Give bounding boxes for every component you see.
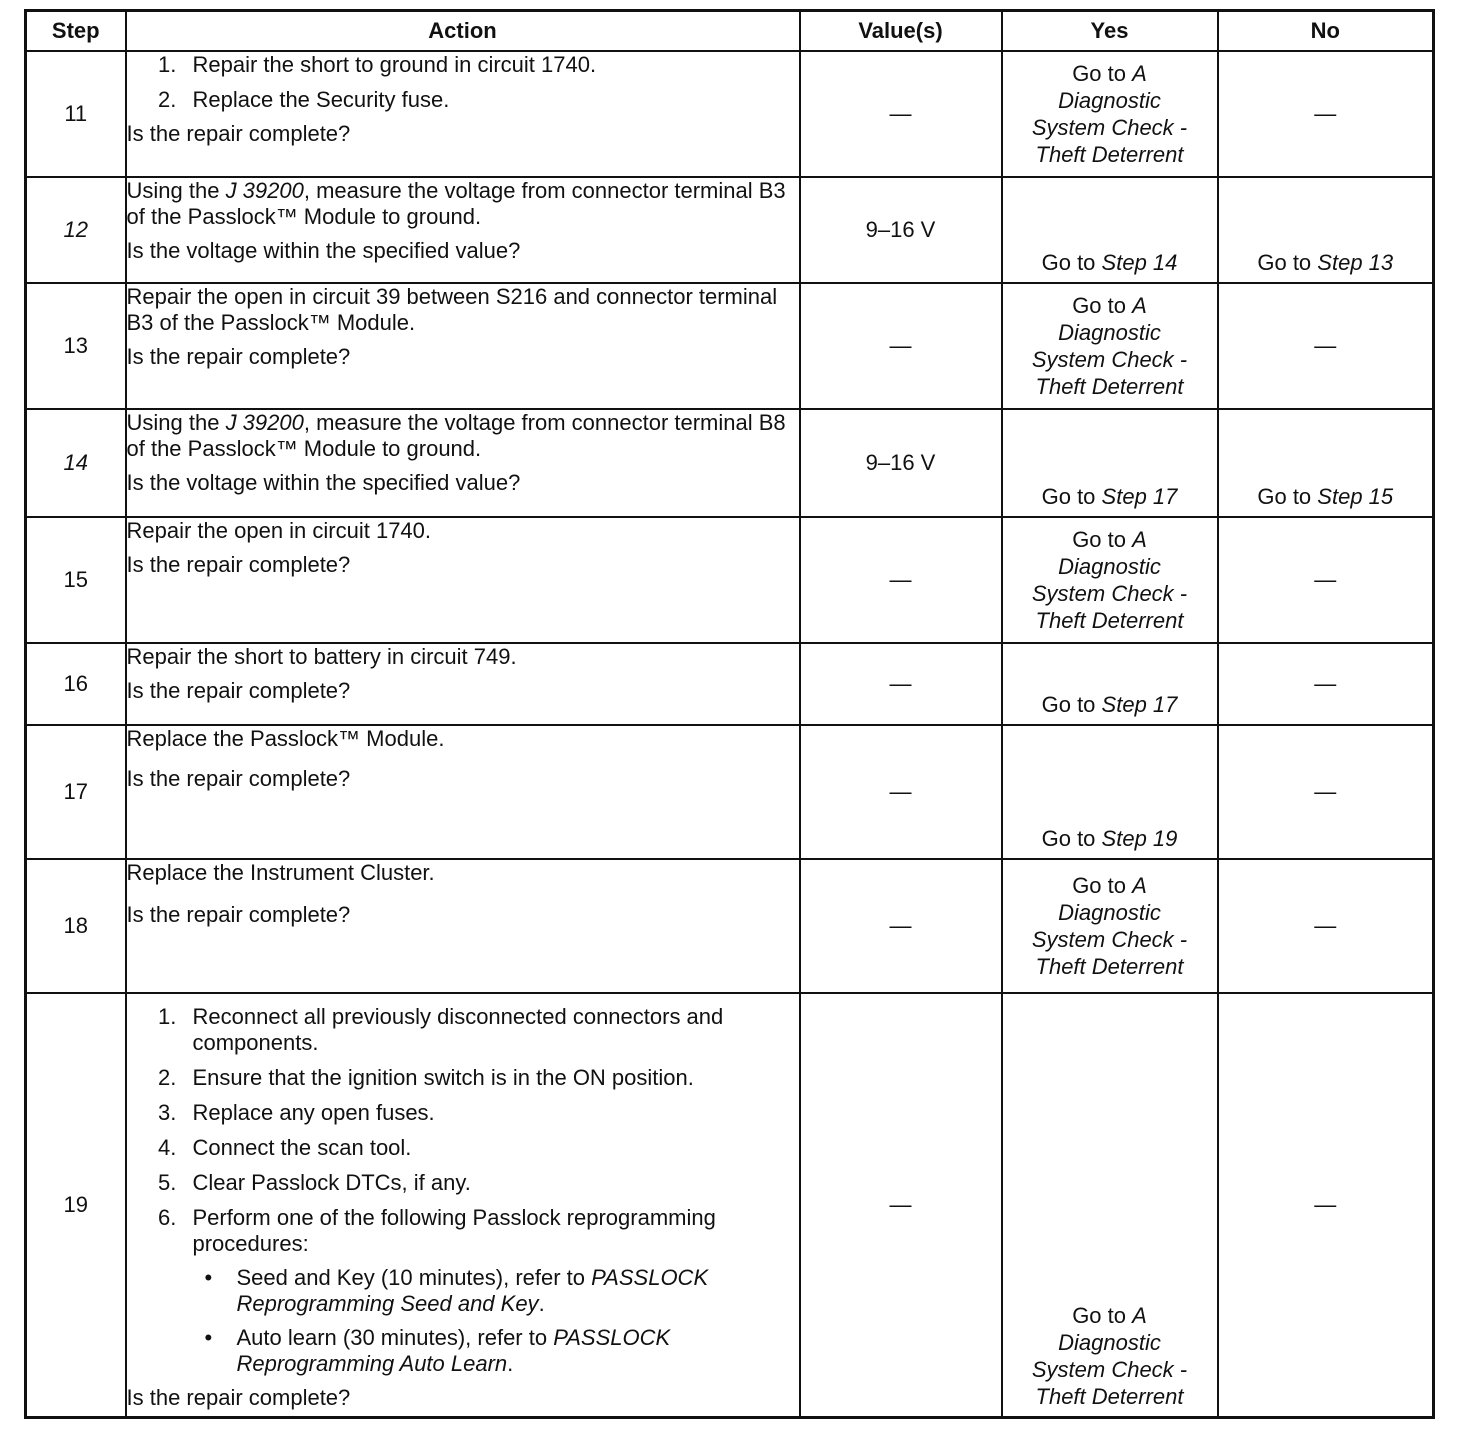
no-cell: — (1218, 517, 1434, 643)
header-yes: Yes (1002, 11, 1218, 52)
value-cell: — (800, 859, 1002, 993)
diag-check-link[interactable]: Go to A Diagnostic System Check - Theft Deterrent (1031, 873, 1188, 979)
action-text: Repair the open in circuit 1740. (126, 518, 432, 543)
step-row-11 (26, 51, 1434, 177)
diag-check-link[interactable]: Go to A Diagnostic System Check - Theft Deterrent (1031, 527, 1188, 633)
value-cell: 9–16 V (800, 177, 1002, 283)
diag-check-link[interactable]: Go to A Diagnostic System Check - Theft Deterrent (1031, 1302, 1188, 1409)
diag-check-link[interactable]: Go to A Diagnostic System Check - Theft Deterrent (1031, 61, 1188, 167)
action-item: 5. Clear Passlock DTCs, if any. (183, 1170, 799, 1196)
no-cell (1218, 409, 1434, 517)
action-question: Is the repair complete? (126, 902, 351, 927)
action-item: 6. Perform one of the following Passlock reprogramming procedures: • Seed and Key (10 minutes), refer to PASSLOCK Reprogramming Seed and Key. • Auto learn (30 minutes), refer to PASSLOCK Reprogramming Auto Learn. (183, 1205, 799, 1377)
action-cell (126, 177, 800, 283)
goto-step-link[interactable]: Go to Step 17 (1041, 692, 1178, 717)
action-text: Using the J 39200, measure the voltage from connector terminal B3 of the Passlock™ Module to ground. (126, 178, 786, 229)
action-cell (126, 517, 800, 643)
diag-check-link[interactable]: Go to A Diagnostic System Check - Theft Deterrent (1031, 293, 1188, 399)
step-number: 17 (26, 725, 126, 859)
goto-step-link[interactable]: Go to Step 13 (1257, 250, 1394, 275)
action-question: Is the repair complete? (126, 678, 351, 703)
goto-step-link[interactable]: Go to Step 17 (1041, 484, 1178, 509)
yes-cell (1002, 283, 1218, 409)
value-cell: — (800, 283, 1002, 409)
no-cell: — (1218, 283, 1434, 409)
value-cell: — (800, 517, 1002, 643)
value-cell: — (800, 993, 1002, 1417)
yes-cell (1002, 725, 1218, 859)
procedure-reference[interactable]: PASSLOCK Reprogramming Seed and Key (236, 1265, 709, 1316)
tool-reference: J 39200 (225, 410, 304, 435)
action-question: Is the repair complete? (126, 552, 351, 577)
value-cell: 9–16 V (800, 409, 1002, 517)
header-values: Value(s) (800, 11, 1002, 52)
step-number: 18 (26, 859, 126, 993)
step-number: 11 (26, 51, 126, 177)
action-cell (126, 283, 800, 409)
tool-reference: J 39200 (225, 178, 304, 203)
header-step: Step (26, 11, 126, 52)
step-row-15 (26, 517, 1434, 643)
value-cell: — (800, 51, 1002, 177)
goto-step-link[interactable]: Go to Step 14 (1041, 250, 1178, 275)
action-question: Is the repair complete? (126, 766, 351, 791)
action-question: Is the repair complete? (126, 1385, 351, 1410)
action-text: Replace the Passlock™ Module. (126, 726, 445, 751)
step-row-18 (26, 859, 1434, 993)
action-text: Using the J 39200, measure the voltage from connector terminal B8 of the Passlock™ Module to ground. (126, 410, 786, 461)
step-row-17 (26, 725, 1434, 859)
step-row-14 (26, 409, 1434, 517)
action-cell (126, 725, 800, 859)
step-row-19 (26, 993, 1434, 1417)
step-row-13 (26, 283, 1434, 409)
step-number: 19 (26, 993, 126, 1417)
value-cell: — (800, 725, 1002, 859)
action-question: Is the voltage within the specified value? (126, 470, 521, 495)
no-cell: — (1218, 725, 1434, 859)
procedure-reference[interactable]: PASSLOCK Reprogramming Auto Learn (236, 1325, 671, 1376)
goto-step-link[interactable]: Go to Step 19 (1041, 826, 1178, 851)
step-number: 13 (26, 283, 126, 409)
step-row-12 (26, 177, 1434, 283)
no-cell: — (1218, 51, 1434, 177)
action-item: 1. Reconnect all previously disconnected connectors and components. (183, 1004, 799, 1056)
step-number: 16 (26, 643, 126, 725)
goto-step-link[interactable]: Go to Step 15 (1257, 484, 1394, 509)
yes-cell (1002, 643, 1218, 725)
action-text: Repair the short to battery in circuit 749. (126, 644, 517, 669)
action-item: 1. Repair the short to ground in circuit 1740. (183, 52, 799, 78)
diagnostic-table (24, 9, 1435, 1419)
header-no: No (1218, 11, 1434, 52)
yes-cell (1002, 517, 1218, 643)
step-number: 12 (26, 177, 126, 283)
no-cell: — (1218, 859, 1434, 993)
action-text: Replace the Instrument Cluster. (126, 860, 435, 885)
yes-cell (1002, 993, 1218, 1417)
yes-cell (1002, 409, 1218, 517)
yes-cell (1002, 177, 1218, 283)
action-question: Is the repair complete? (126, 344, 351, 369)
action-cell (126, 993, 800, 1417)
action-item: 4. Connect the scan tool. (183, 1135, 799, 1161)
action-item: 3. Replace any open fuses. (183, 1100, 799, 1126)
action-question: Is the repair complete? (126, 121, 351, 146)
action-cell (126, 409, 800, 517)
action-question: Is the voltage within the specified value? (126, 238, 521, 263)
step-number: 15 (26, 517, 126, 643)
action-text: Repair the open in circuit 39 between S216 and connector terminal B3 of the Passlock™ Module. (126, 284, 778, 335)
procedure-bullet: • Seed and Key (10 minutes), refer to PASSLOCK Reprogramming Seed and Key. (227, 1265, 799, 1317)
no-cell: — (1218, 993, 1434, 1417)
yes-cell (1002, 859, 1218, 993)
no-cell: — (1218, 643, 1434, 725)
action-item: 2. Ensure that the ignition switch is in the ON position. (183, 1065, 799, 1091)
yes-cell (1002, 51, 1218, 177)
header-row (26, 11, 1434, 52)
action-cell (126, 859, 800, 993)
action-cell (126, 51, 800, 177)
header-action: Action (126, 11, 800, 52)
procedure-bullet: • Auto learn (30 minutes), refer to PASSLOCK Reprogramming Auto Learn. (227, 1325, 799, 1377)
action-item: 2. Replace the Security fuse. (183, 87, 799, 113)
no-cell (1218, 177, 1434, 283)
action-cell (126, 643, 800, 725)
step-number: 14 (26, 409, 126, 517)
step-row-16 (26, 643, 1434, 725)
value-cell: — (800, 643, 1002, 725)
